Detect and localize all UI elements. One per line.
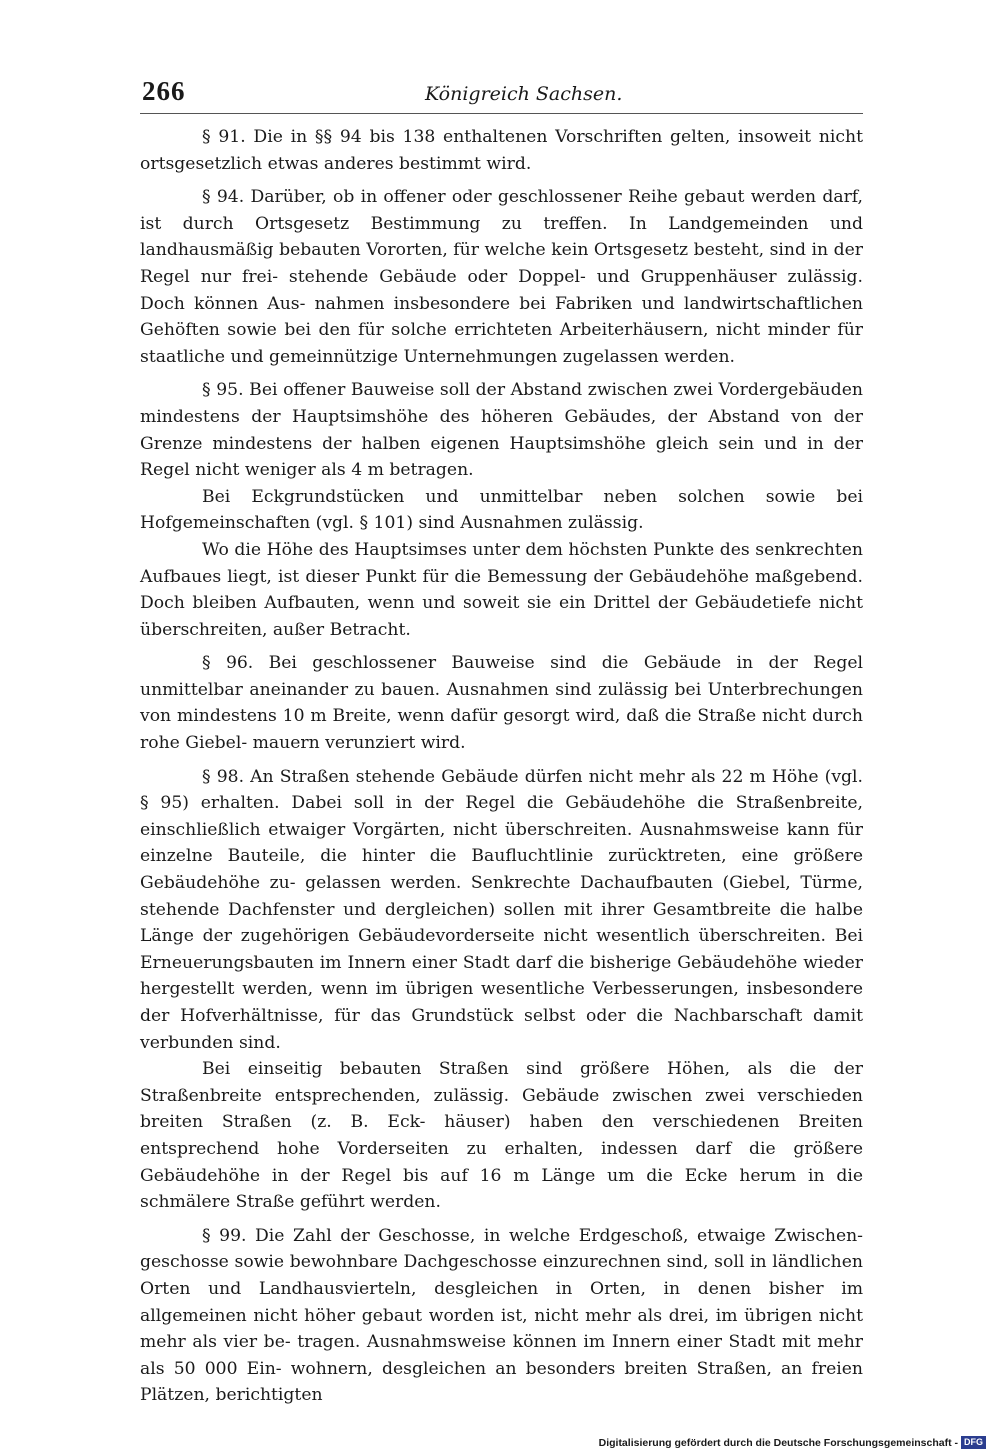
paragraph-94: § 94. Darüber, ob in offener oder geschlossener Reihe gebaut werden darf, ist durch Ortsgesetz Bestimmung zu treffen. In Landgemeinden und landhausmäßig bebauten Vororten, für welche kein Ortsgesetz besteht, sind in der Regel nur frei- stehende Gebäude oder Doppel- und Gruppenhäuser zulässig. Doch können Aus- nahmen insbesondere bei Fabriken und landwirtschaftlichen Gehöften sowie bei den für solche errichteten Arbeiterhäusern, nicht minder für staatliche und gemeinnützige Unternehmungen zugelassen werden. — [140, 187, 863, 367]
header-rule — [140, 113, 863, 114]
paragraph-95-cornice: Wo die Höhe des Hauptsimses unter dem höchsten Punkte des senkrechten Aufbaues liegt, ist dieser Punkt für die Bemessung der Gebäudehöhe maßgebend. Doch bleiben Aufbauten, wenn und soweit sie ein Drittel der Gebäudetiefe nicht überschreiten, außer Betracht. — [140, 539, 863, 640]
body-text — [140, 124, 863, 1409]
running-title: Königreich Sachsen. — [425, 83, 623, 105]
paragraph-95-corner-plots: Bei Eckgrundstücken und unmittelbar neben solchen sowie bei Hofgemeinschaften (vgl. § 101) sind Ausnahmen zulässig. — [140, 486, 863, 534]
paragraph-98: § 98. An Straßen stehende Gebäude dürfen nicht mehr als 22 m Höhe (vgl. § 95) erhalten. Dabei soll in der Regel die Gebäudehöhe die Straßenbreite, einschließlich etwaiger Vorgärten, nicht überschreiten. Ausnahmsweise kann für einzelne Bauteile, die hinter die Baufluchtlinie zurücktreten, eine größere Gebäudehöhe zu- gelassen werden. Senkrechte Dachaufbauten (Giebel, Türme, stehende Dachfenster und dergleichen) sollen mit ihrer Gesamtbreite die halbe Länge der zugehörigen Gebäudevorderseite nicht wesentlich überschreiten. Bei Erneuerungsbauten im Innern einer Stadt darf die bisherige Gebäudehöhe wieder hergestellt werden, wenn im übrigen wesentliche Verbesserungen, insbesondere der Hofverhältnisse, für das Grundstück selbst oder die Nachbarschaft damit verbunden sind. — [140, 766, 863, 1053]
paragraph-96: § 96. Bei geschlossener Bauweise sind die Gebäude in der Regel unmittelbar aneinander zu bauen. Ausnahmen sind zulässig bei Unterbrechungen von mindestens 10 m Breite, wenn dafür gesorgt wird, daß die Straße nicht durch rohe Giebel- mauern verunziert wird. — [140, 653, 863, 754]
paragraph-95: § 95. Bei offener Bauweise soll der Abstand zwischen zwei Vordergebäuden mindestens der Hauptsimshöhe des höheren Gebäudes, der Abstand von der Grenze mindestens der halben eigenen Hauptsimshöhe gleich sein und in der Regel nicht weniger als 4 m betragen. — [140, 380, 863, 481]
paragraph-99: § 99. Die Zahl der Geschosse, in welche Erdgeschoß, etwaige Zwischen- geschosse sowie bewohnbare Dachgeschosse einzurechnen sind, soll in ländlichen Orten und Landhausvierteln, desgleichen in Orten, in denen bisher im allgemeinen nicht höher gebaut worden ist, nicht mehr als drei, im übrigen nicht mehr als vier be- tragen. Ausnahmsweise können im Innern einer Stadt mit mehr als 50 000 Ein- wohnern, desgleichen an besonders breiten Straßen, an freien Plätzen, berichtigten — [140, 1225, 863, 1406]
digitization-credit — [599, 1436, 986, 1449]
page-number: 266 — [142, 76, 186, 106]
paragraph-98-one-sided: Bei einseitig bebauten Straßen sind größere Höhen, als die der Straßenbreite entsprechenden, zulässig. Gebäude zwischen zwei verschieden breiten Straßen (z. B. Eck- häuser) haben den verschiedenen Breiten entsprechend hohe Vorderseiten zu erhalten, indessen darf die größere Gebäudehöhe in der Regel bis auf 16 m Länge um die Ecke herum in die schmälere Straße geführt werden. — [140, 1059, 863, 1213]
dfg-logo-icon: DFG — [961, 1436, 986, 1449]
credit-text: Digitalisierung gefördert durch die Deutsche Forschungsgemeinschaft - — [598, 1436, 958, 1449]
paragraph-91: § 91. Die in §§ 94 bis 138 enthaltenen Vorschriften gelten, insoweit nicht ortsgesetzlich etwas anderes bestimmt wird. — [140, 127, 863, 174]
